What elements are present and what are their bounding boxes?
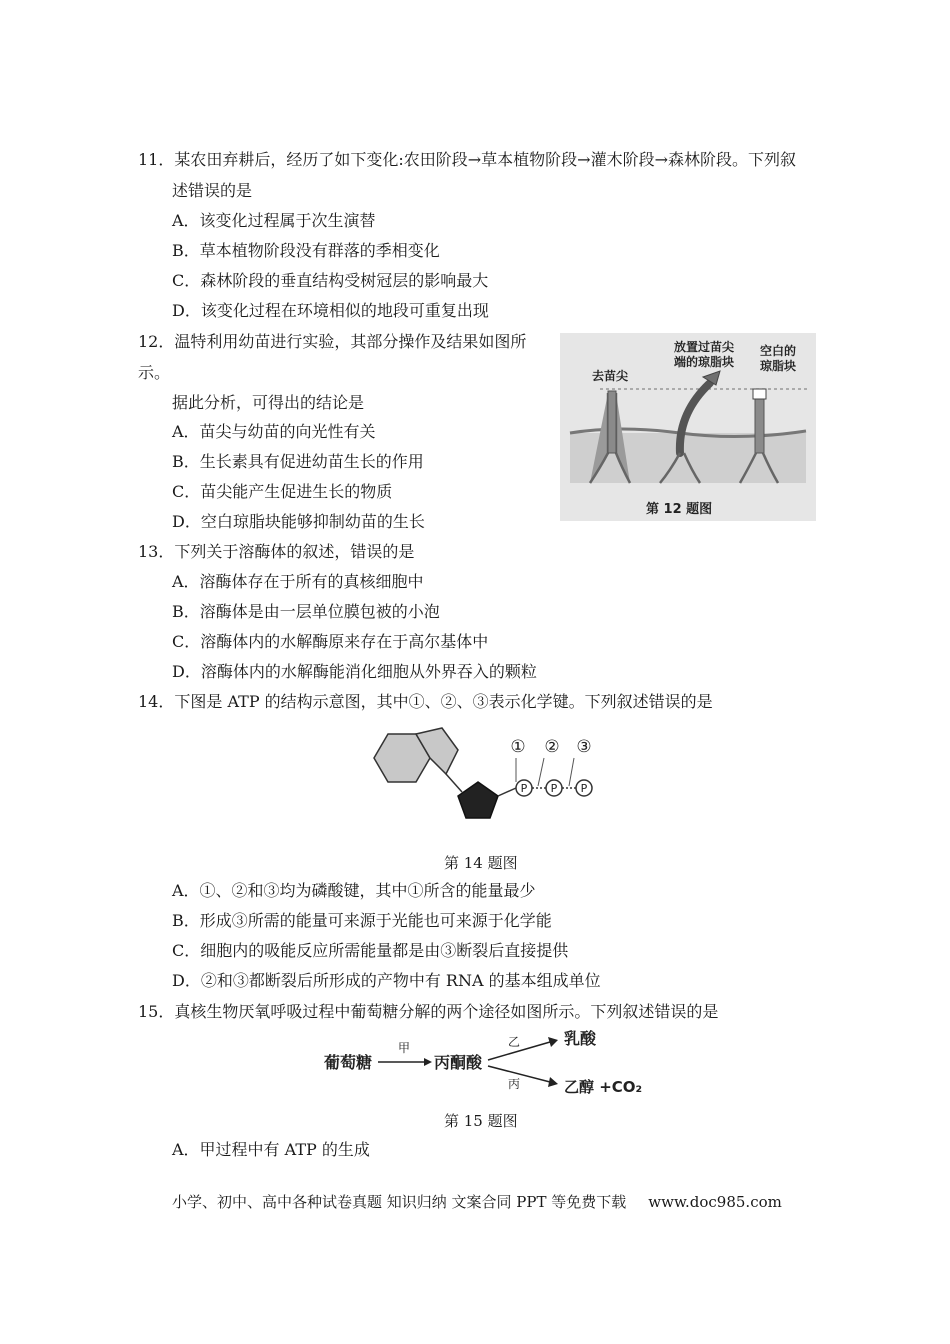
q15-option-a: A．甲过程中有 ATP 的生成: [172, 1140, 370, 1159]
question-number: 13．: [138, 542, 175, 561]
figure-14-caption: 第 14 题图: [444, 854, 518, 872]
page-footer: [172, 1191, 782, 1212]
question-11-stem-cont: 述错误的是: [172, 181, 253, 200]
question-text: 下图是 ATP 的结构示意图，其中①、②、③表示化学键。下列叙述错误的是: [174, 692, 713, 711]
question-12-stem-cont2: 据此分析，可得出的结论是: [172, 393, 365, 412]
question-text: 下列关于溶酶体的叙述，错误的是: [174, 542, 415, 561]
q11-option-d: D．该变化过程在环境相似的地段可重复出现: [172, 301, 489, 320]
question-number: 15．: [138, 1002, 175, 1021]
figure-12-caption: 第 12 题图: [646, 502, 713, 517]
label-lactate: 乳酸: [564, 1030, 597, 1048]
q12-option-a: A．苗尖与幼苗的向光性有关: [172, 422, 376, 441]
question-number: 11．: [138, 150, 175, 169]
question-12-stem-cont: 示。: [138, 363, 171, 382]
label-step-yi: 乙: [508, 1035, 521, 1049]
q14-option-b: B．形成③所需的能量可来源于光能也可来源于化学能: [172, 911, 552, 930]
figure-15-pathway: [318, 1030, 648, 1102]
question-text: 温特利用幼苗进行实验，其部分操作及结果如图所: [174, 332, 527, 351]
bond-label-1: ①: [510, 737, 526, 757]
question-number: 14．: [138, 692, 175, 711]
q14-option-a: A．①、②和③均为磷酸键，其中①所含的能量最少: [172, 881, 536, 900]
label-treated-agar-2: 端的琼脂块: [674, 355, 735, 369]
bond-pointer-3: [569, 758, 574, 786]
seedling-experiment-illustration: [560, 333, 816, 521]
q13-option-a: A．溶酶体存在于所有的真核细胞中: [172, 572, 424, 591]
seedling-left-stem: [608, 391, 616, 453]
arrow-jia-head: [424, 1058, 432, 1066]
q12-option-c: C．苗尖能产生促进生长的物质: [172, 482, 393, 501]
agar-block-blank: [753, 389, 766, 399]
footer-site-link[interactable]: www.doc985.com: [648, 1193, 782, 1211]
bond-label-2: ②: [544, 737, 560, 757]
label-ethanol-co2: 乙醇 +CO₂: [564, 1078, 643, 1096]
label-step-jia: 甲: [398, 1041, 411, 1055]
bond-label-3: ③: [576, 737, 592, 757]
question-12-stem: [138, 332, 526, 352]
ester-bond: [498, 788, 516, 796]
phosphate-1-label: P: [520, 782, 528, 795]
question-13-stem: [138, 542, 414, 562]
q12-option-b: B．生长素具有促进幼苗生长的作用: [172, 452, 424, 471]
q11-option-c: C．森林阶段的垂直结构受树冠层的影响最大: [172, 271, 489, 290]
q14-option-d: D．②和③都断裂后所形成的产物中有 RNA 的基本组成单位: [172, 971, 601, 990]
bond-pointer-2: [538, 758, 544, 786]
q11-option-a: A．该变化过程属于次生演替: [172, 211, 376, 230]
phosphate-3-label: P: [580, 782, 588, 795]
question-text: 真核生物厌氧呼吸过程中葡萄糖分解的两个途径如图所示。下列叙述错误的是: [174, 1002, 719, 1021]
figure-15-caption: 第 15 题图: [444, 1112, 518, 1130]
arrow-bing-head: [548, 1077, 558, 1087]
arrow-yi-head: [548, 1037, 558, 1047]
q13-option-c: C．溶酶体内的水解酶原来存在于高尔基体中: [172, 632, 489, 651]
label-blank-agar-2: 琼脂块: [760, 359, 797, 373]
label-pyruvate: 丙酮酸: [434, 1053, 483, 1072]
label-decapitated: 去苗尖: [592, 369, 629, 383]
q13-option-b: B．溶酶体是由一层单位膜包被的小泡: [172, 602, 440, 621]
question-11-stem: [138, 150, 796, 170]
q14-option-c: C．细胞内的吸能反应所需能量都是由③断裂后直接提供: [172, 941, 569, 960]
phosphate-2-label: P: [550, 782, 558, 795]
seedling-right-stem: [755, 399, 764, 453]
question-15-stem: [138, 1002, 718, 1022]
question-14-stem: [138, 692, 713, 712]
label-treated-agar-1: 放置过苗尖: [674, 340, 735, 354]
atp-structure-diagram: [358, 722, 608, 822]
label-step-bing: 丙: [508, 1077, 521, 1091]
figure-12: [560, 333, 816, 521]
footer-text: 小学、初中、高中各种试卷真题 知识归纳 文案合同 PPT 等免费下载: [172, 1193, 627, 1211]
q12-option-d: D．空白琼脂块能够抑制幼苗的生长: [172, 512, 425, 531]
question-text: 某农田弃耕后，经历了如下变化:农田阶段→草本植物阶段→灌木阶段→森林阶段。下列叙: [174, 150, 796, 169]
question-number: 12．: [138, 332, 175, 351]
q13-option-d: D．溶酶体内的水解酶能消化细胞从外界吞入的颗粒: [172, 662, 537, 681]
q11-option-b: B．草本植物阶段没有群落的季相变化: [172, 241, 440, 260]
anaerobic-pathway-diagram: [318, 1030, 648, 1102]
label-glucose: 葡萄糖: [324, 1053, 373, 1072]
glycosidic-bond: [446, 774, 462, 792]
ribose-pentagon: [458, 782, 498, 818]
label-blank-agar-1: 空白的: [760, 344, 797, 358]
figure-14-atp: [358, 722, 608, 822]
